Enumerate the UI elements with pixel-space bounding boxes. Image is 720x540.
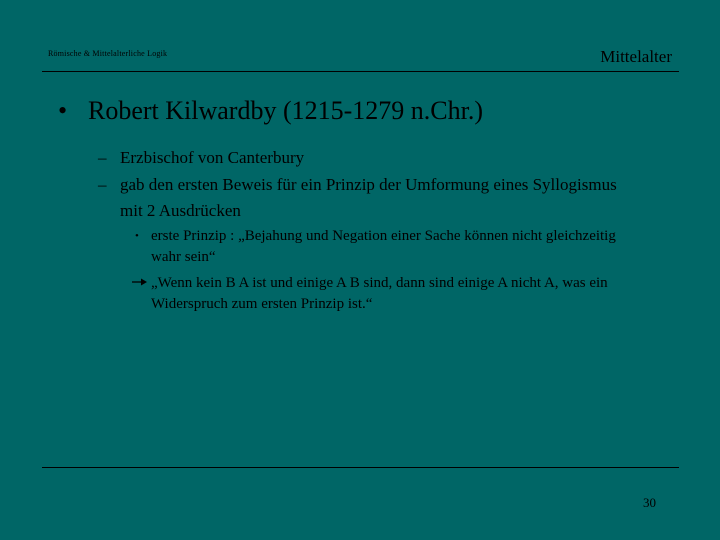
arrow-right-icon (131, 273, 149, 294)
sub-bullet-2 (98, 172, 620, 224)
subsub-bullet-2 (135, 273, 671, 315)
header-divider (42, 71, 679, 72)
bullet-main (58, 95, 483, 127)
page-number: 30 (643, 495, 656, 510)
subsub-bullet-text: erste Prinzip : „Bejahung und Negation einer Sache können nicht gleichzeitig wahr sein“ (151, 228, 616, 265)
sub-bullet-text: Erzbischof von Canterbury (120, 148, 305, 167)
bullet-main-text: Robert Kilwardby (1215-1279 n.Chr.) (88, 96, 484, 125)
subsub-bullet-text: „Wenn kein B A ist und einige A B sind, dann sind einige A nicht A, was ein Widerspruch zum ersten Prinzip ist.“ (151, 275, 608, 312)
dash-marker: – (98, 175, 107, 194)
course-title: Römische & Mittelalterliche Logik (48, 49, 168, 58)
dash-marker: – (98, 148, 107, 167)
bullet-marker: • (58, 96, 68, 125)
subsub-bullet-1 (135, 226, 631, 268)
slide-section-title: Mittelalter (600, 47, 672, 66)
bullet-marker: • (135, 230, 139, 242)
footer-divider (42, 467, 679, 468)
sub-bullet-text: gab den ersten Beweis für ein Prinzip der Umformung eines Syllogismus mit 2 Ausdrücken (120, 175, 617, 220)
sub-bullet-1 (98, 145, 640, 171)
